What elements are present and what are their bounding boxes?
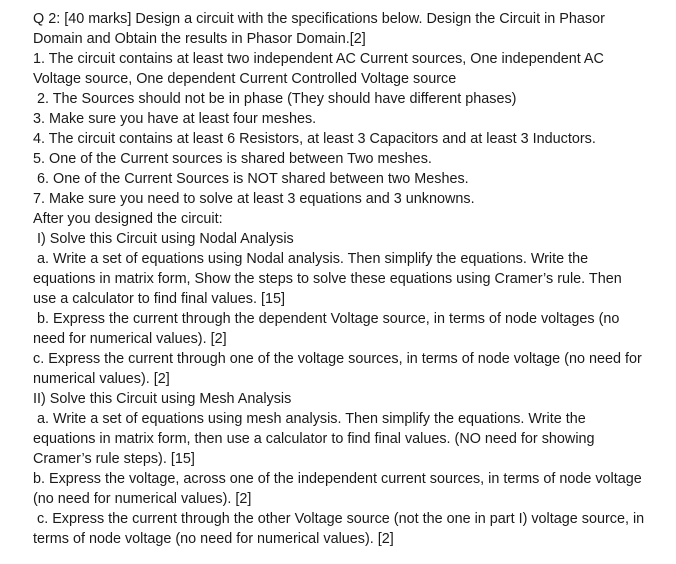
- part-2a-line-2: equations in matrix form, then use a calculator to find final values. (NO need for showing: [33, 431, 595, 447]
- spec-6: 6. One of the Current Sources is NOT shared between two Meshes.: [37, 171, 469, 187]
- part-1c-line-2: numerical values). [2]: [33, 371, 170, 387]
- spec-5: 5. One of the Current sources is shared between Two meshes.: [33, 151, 432, 167]
- question-header-line-1: Q 2: [40 marks] Design a circuit with the specifications below. Design the Circuit in Phasor: [33, 11, 605, 27]
- part-1a-line-3: use a calculator to find final values. [15]: [33, 291, 285, 307]
- part-1b-line-2: need for numerical values). [2]: [33, 331, 227, 347]
- spec-4: 4. The circuit contains at least 6 Resistors, at least 3 Capacitors and at least 3 Inductors.: [33, 131, 596, 147]
- spec-1-line-1: 1. The circuit contains at least two independent AC Current sources, One independent AC: [33, 51, 604, 67]
- question-header-line-2: Domain and Obtain the results in Phasor Domain.[2]: [33, 31, 366, 47]
- part-1c-line-1: c. Express the current through one of the voltage sources, in terms of node voltage (no need for: [33, 351, 642, 367]
- part-2a-line-3: Cramer’s rule steps). [15]: [33, 451, 195, 467]
- spec-1-line-2: Voltage source, One dependent Current Controlled Voltage source: [33, 71, 457, 87]
- spec-3: 3. Make sure you have at least four meshes.: [33, 111, 317, 127]
- part-2-heading: II) Solve this Circuit using Mesh Analysis: [33, 391, 292, 407]
- part-1-heading: I) Solve this Circuit using Nodal Analysis: [37, 231, 294, 247]
- after-design-heading: After you designed the circuit:: [33, 211, 223, 227]
- part-2b-line-1: b. Express the voltage, across one of the independent current sources, in terms of node voltage: [33, 471, 642, 487]
- part-1a-line-1: a. Write a set of equations using Nodal analysis. Then simplify the equations. Write the: [37, 251, 589, 267]
- spec-2: 2. The Sources should not be in phase (They should have different phases): [37, 91, 517, 107]
- part-2a-line-1: a. Write a set of equations using mesh analysis. Then simplify the equations. Write the: [37, 411, 586, 427]
- part-2b-line-2: (no need for numerical values). [2]: [33, 491, 252, 507]
- part-2c-line-2: terms of node voltage (no need for numerical values). [2]: [33, 531, 394, 547]
- part-1b-line-1: b. Express the current through the dependent Voltage source, in terms of node voltages (no: [37, 311, 620, 327]
- spec-7: 7. Make sure you need to solve at least 3 equations and 3 unknowns.: [33, 191, 475, 207]
- part-1a-line-2: equations in matrix form, Show the steps to solve these equations using Cramer’s rule. Then: [33, 271, 622, 287]
- part-2c-line-1: c. Express the current through the other Voltage source (not the one in part I) voltage source, in: [37, 511, 645, 527]
